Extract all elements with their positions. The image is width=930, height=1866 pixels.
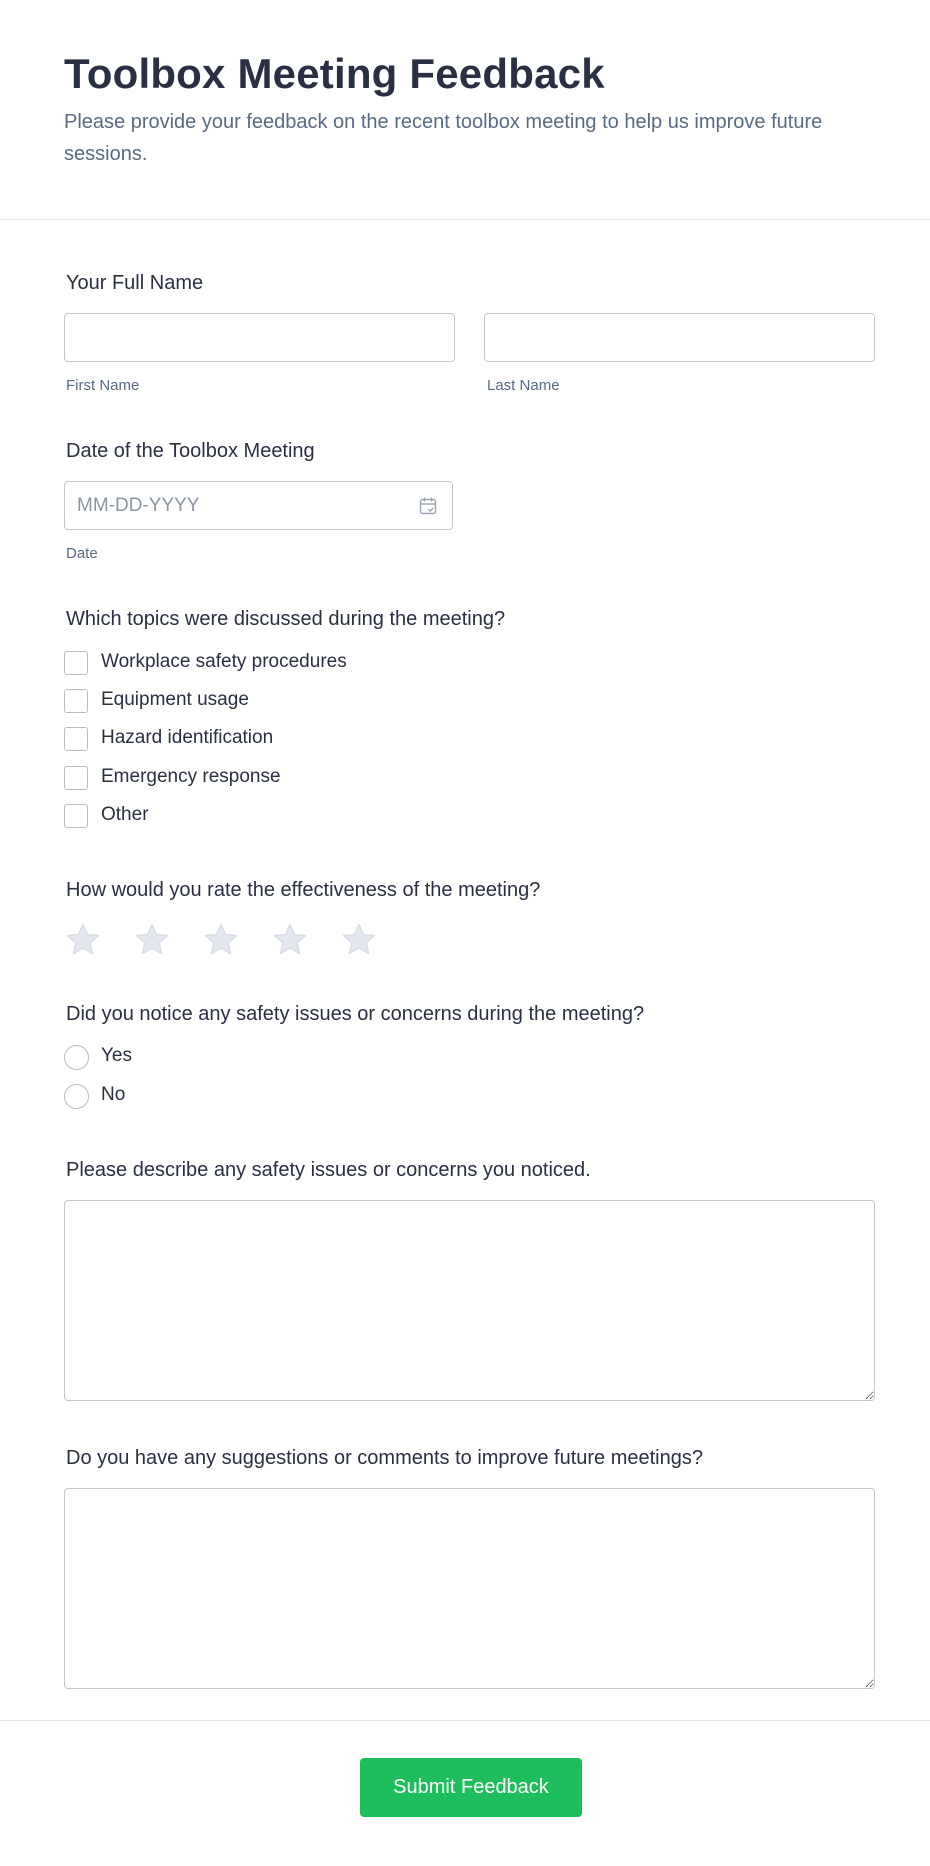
topic-option-label[interactable]: Equipment usage <box>101 689 249 710</box>
topic-checkbox-workplace-safety[interactable] <box>64 651 88 675</box>
topic-checkbox-emergency-response[interactable] <box>64 766 88 790</box>
describe-issues-label: Please describe any safety issues or concerns you noticed. <box>66 1159 591 1181</box>
last-name-input[interactable] <box>484 313 875 362</box>
full-name-label: Your Full Name <box>66 272 204 294</box>
topic-option-label[interactable]: Other <box>101 804 149 825</box>
topics-label: Which topics were discussed during the meeting? <box>66 608 506 630</box>
topic-checkbox-equipment-usage[interactable] <box>64 689 88 713</box>
suggestions-textarea[interactable] <box>64 1488 875 1689</box>
form-header <box>0 0 930 220</box>
star-icon-4[interactable] <box>270 921 310 959</box>
star-icon-5[interactable] <box>339 921 379 959</box>
suggestions-label: Do you have any suggestions or comments to improve future meetings? <box>66 1447 703 1469</box>
topic-option-label[interactable]: Workplace safety procedures <box>101 651 347 672</box>
topic-option-label[interactable]: Hazard identification <box>101 727 274 748</box>
describe-issues-textarea[interactable] <box>64 1200 875 1401</box>
date-sublabel: Date <box>66 545 98 562</box>
topic-checkbox-hazard-identification[interactable] <box>64 727 88 751</box>
topic-checkbox-other[interactable] <box>64 804 88 828</box>
topic-option-label[interactable]: Emergency response <box>101 766 281 787</box>
first-name-input[interactable] <box>64 313 455 362</box>
star-icon-3[interactable] <box>201 921 241 959</box>
page-subtitle: Please provide your feedback on the recent toolbox meeting to help us improve future sessions. <box>64 111 823 165</box>
safety-yes-radio[interactable] <box>64 1045 89 1070</box>
safety-option-label[interactable]: Yes <box>101 1045 132 1066</box>
submit-feedback-button[interactable]: Submit Feedback <box>360 1758 582 1817</box>
star-icon-2[interactable] <box>132 921 172 959</box>
safety-option-label[interactable]: No <box>101 1084 126 1105</box>
date-input[interactable] <box>64 481 453 530</box>
date-label: Date of the Toolbox Meeting <box>66 440 315 462</box>
first-name-sublabel: First Name <box>66 377 140 394</box>
calendar-icon[interactable] <box>418 496 438 516</box>
safety-issues-label: Did you notice any safety issues or concerns during the meeting? <box>66 1003 645 1025</box>
last-name-sublabel: Last Name <box>487 377 560 394</box>
page-title: Toolbox Meeting Feedback <box>64 50 605 97</box>
rating-label: How would you rate the effectiveness of the meeting? <box>66 879 541 901</box>
safety-no-radio[interactable] <box>64 1084 89 1109</box>
star-icon-1[interactable] <box>63 921 103 959</box>
